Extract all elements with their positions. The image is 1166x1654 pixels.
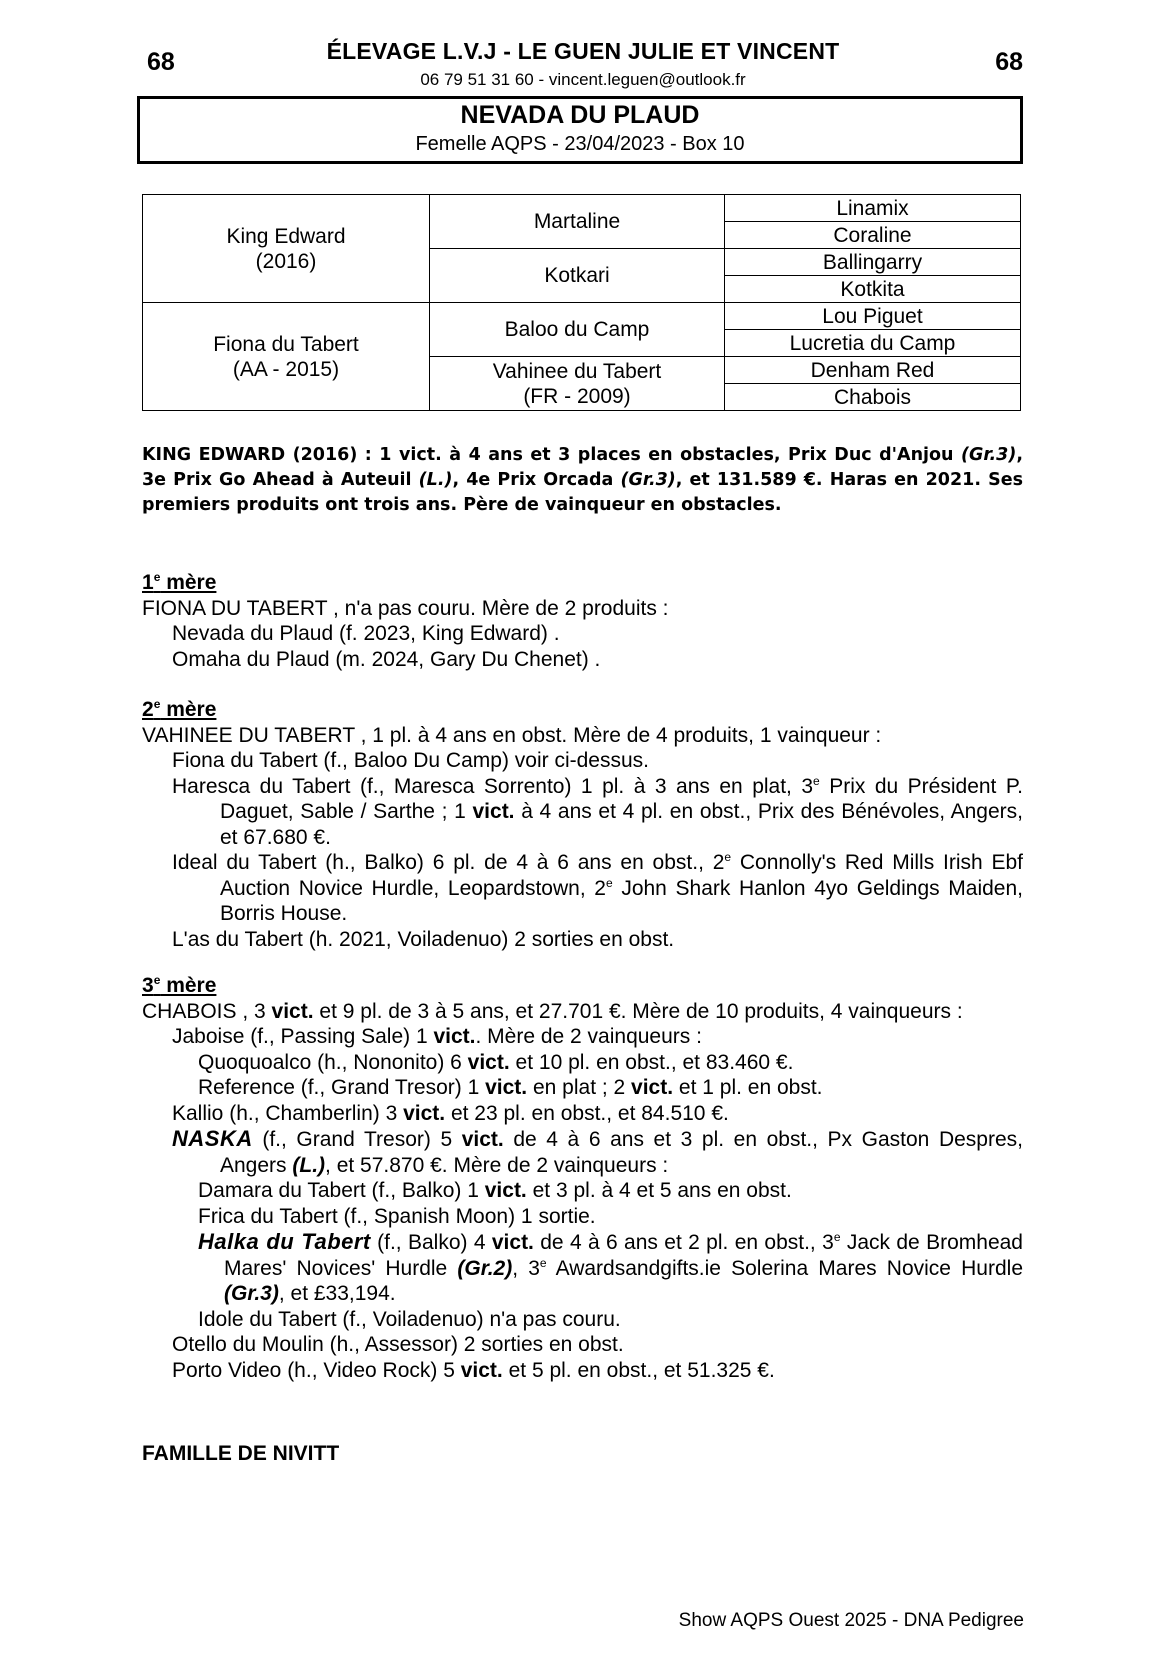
list-item: Porto Video (h., Video Rock) 5 vict. et 5 pl. en obst., et 51.325 €. <box>172 1358 775 1382</box>
section-second-dam <box>142 697 1023 952</box>
dam-detail: (AA - 2015) <box>232 357 340 381</box>
first-dam-intro: FIONA DU TABERT , n'a pas couru. Mère de 2 produits : <box>142 596 669 620</box>
pedigree-dam <box>143 303 430 411</box>
section-first-dam <box>142 570 1023 672</box>
page-footer: Show AQPS Ouest 2025 - DNA Pedigree <box>678 1610 1024 1631</box>
pedigree-dss: Lou Piguet <box>725 303 1021 330</box>
sire-info-text: KING EDWARD (2016) : 1 vict. à 4 ans et 3 places en obstacles, Prix Duc d'Anjou <box>142 445 962 465</box>
list-item: Nevada du Plaud (f. 2023, King Edward) . <box>172 622 560 645</box>
list-item: NASKA (f., Grand Tresor) 5 vict. de 4 à 6 ans et 3 pl. en obst., Px Gaston Despres, Angers (L.), et 57.870 €. Mère de 2 vainqueurs : <box>172 1126 1023 1177</box>
third-dam-intro: CHABOIS , 3 vict. et 9 pl. de 3 à 5 ans, et 27.701 €. Mère de 10 produits, 4 vainqueurs : <box>142 999 963 1023</box>
second-dam-intro: VAHINEE DU TABERT , 1 pl. à 4 ans en obst. Mère de 4 produits, 1 vainqueur : <box>142 723 882 747</box>
section-third-dam <box>142 973 1023 1383</box>
dam-dam-detail: (FR - 2009) <box>523 384 631 408</box>
pedigree-dam-dam <box>430 357 725 411</box>
sire-info-grade: (Gr.3) <box>620 470 676 490</box>
section-heading: 2e mère <box>142 697 217 721</box>
list-item: Halka du Tabert (f., Balko) 4 vict. de 4 à 6 ans et 2 pl. en obst., 3e Jack de Bromhead Mares' Novices' Hurdle (Gr.2), 3e Awardsandgifts.ie Solerina Mares Novice Hurdle (Gr.3), et £33,194. <box>198 1229 1023 1305</box>
dam-dam-name: Vahinee du Tabert <box>492 359 662 383</box>
horse-name-box <box>137 96 1023 164</box>
list-item: Fiona du Tabert (f., Baloo Du Camp) voir ci-dessus. <box>172 749 649 772</box>
pedigree-dsd: Lucretia du Camp <box>725 330 1021 357</box>
pedigree-table <box>142 194 1021 411</box>
pedigree-dds: Denham Red <box>725 357 1021 384</box>
horse-name: NEVADA DU PLAUD <box>460 101 700 129</box>
list-item: Damara du Tabert (f., Balko) 1 vict. et 3 pl. à 4 et 5 ans en obst. <box>198 1179 792 1202</box>
pedigree-sdd: Kotkita <box>725 276 1021 303</box>
sire-info-text: , et 131.589 €. Haras en 2021. Ses premiers produits ont trois ans. Père de vainqueur en obstacles. <box>142 470 1023 515</box>
pedigree-sss: Linamix <box>725 195 1021 222</box>
list-item: Jaboise (f., Passing Sale) 1 vict.. Mère de 2 vainqueurs : <box>172 1025 702 1048</box>
family-label: FAMILLE DE NIVITT <box>142 1442 340 1465</box>
section-heading: 3e mère <box>142 973 217 997</box>
lot-number-left: 68 <box>147 48 175 76</box>
section-heading: 1e mère <box>142 570 217 594</box>
sire-info <box>142 443 1023 518</box>
list-item: L'as du Tabert (h. 2021, Voiladenuo) 2 sorties en obst. <box>172 927 675 951</box>
list-item: Quoquoalco (h., Nononito) 6 vict. et 10 pl. en obst., et 83.460 €. <box>198 1050 794 1074</box>
list-item: Idole du Tabert (f., Voiladenuo) n'a pas couru. <box>198 1307 621 1331</box>
list-item: Kallio (h., Chamberlin) 3 vict. et 23 pl. en obst., et 84.510 €. <box>172 1101 729 1125</box>
lot-number-right: 68 <box>995 48 1023 76</box>
sire-info-grade: (Gr.3) <box>961 445 1017 465</box>
list-item: Ideal du Tabert (h., Balko) 6 pl. de 4 à 6 ans en obst., 2e Connolly's Red Mills Irish Ebf Auction Novice Hurdle, Leopardstown, 2e John Shark Hanlon 4yo Geldings Maiden, Borris House. <box>172 850 1023 925</box>
sire-year: (2016) <box>255 249 317 273</box>
breeder-title: ÉLEVAGE L.V.J - LE GUEN JULIE ET VINCENT <box>326 38 840 64</box>
sire-info-text: , 4e Prix Orcada <box>452 470 621 490</box>
list-item: Omaha du Plaud (m. 2024, Gary Du Chenet) . <box>172 647 601 671</box>
list-item: Reference (f., Grand Tresor) 1 vict. en plat ; 2 vict. et 1 pl. en obst. <box>198 1076 823 1099</box>
pedigree-dam-sire: Baloo du Camp <box>430 303 725 357</box>
pedigree-sire <box>143 195 430 303</box>
list-item: Frica du Tabert (f., Spanish Moon) 1 sortie. <box>198 1204 596 1228</box>
horse-details: Femelle AQPS - 23/04/2023 - Box 10 <box>415 133 745 155</box>
pedigree-ssd: Coraline <box>725 222 1021 249</box>
breeder-contact: 06 79 51 31 60 - vincent.leguen@outlook.fr <box>420 70 746 89</box>
list-item: Otello du Moulin (h., Assessor) 2 sorties en obst. <box>172 1333 624 1356</box>
pedigree-sds: Ballingarry <box>725 249 1021 276</box>
sire-name: King Edward <box>226 224 346 248</box>
sire-info-text: , 3e Prix Go Ahead à Auteuil <box>142 445 1023 490</box>
pedigree-sire-dam: Kotkari <box>430 249 725 303</box>
pedigree-sire-sire: Martaline <box>430 195 725 249</box>
dam-name: Fiona du Tabert <box>213 332 359 356</box>
list-item: Haresca du Tabert (f., Maresca Sorrento) 1 pl. à 3 ans en plat, 3e Prix du Président P. Daguet, Sable / Sarthe ; 1 vict. à 4 ans et 4 pl. en obst., Prix des Bénévoles, Angers, et 67.680 €. <box>172 773 1023 849</box>
pedigree-ddd: Chabois <box>725 384 1021 411</box>
sire-info-grade: (L.) <box>418 470 453 490</box>
